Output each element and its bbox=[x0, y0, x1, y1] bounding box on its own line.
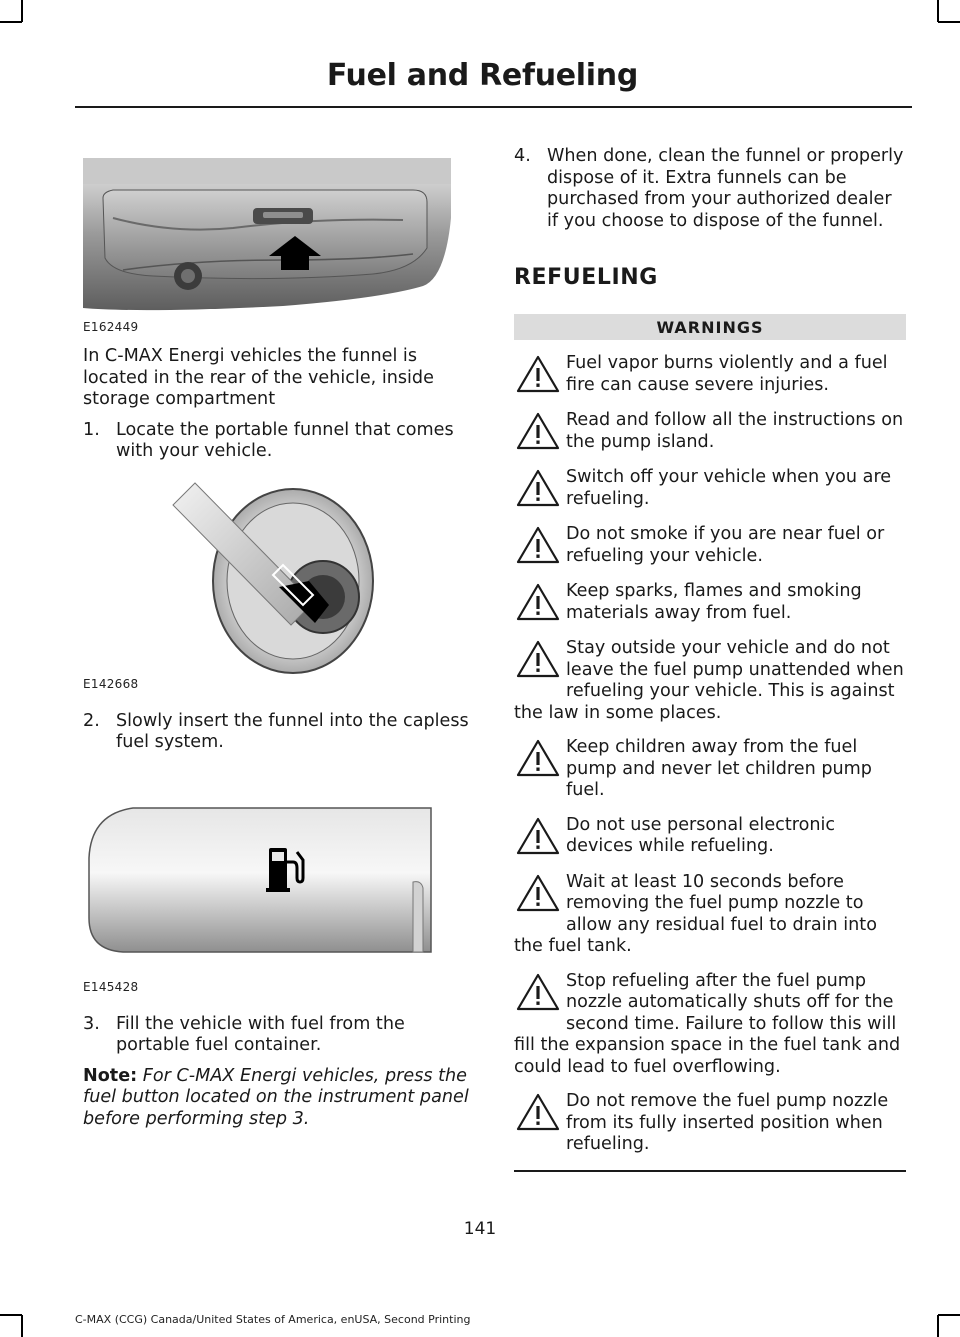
warning-text: Do not remove the fuel pump nozzle from its fully inserted position when refueling. bbox=[566, 1091, 889, 1154]
warning-triangle-icon bbox=[514, 410, 566, 454]
warning-text: Stop refueling after the fuel pump nozzle automatically shuts off for the second time. Failure to follow this will fill the expansion space in the fuel tank and could lead to fuel overflowing. bbox=[514, 970, 901, 1077]
crop-mark bbox=[0, 1314, 22, 1316]
warning-item bbox=[514, 872, 906, 958]
step-number: 1. bbox=[83, 419, 100, 440]
figure-code: E145428 bbox=[83, 979, 139, 994]
warning-item bbox=[514, 737, 906, 802]
note-label: Note: bbox=[83, 1065, 138, 1086]
warning-item bbox=[514, 524, 906, 568]
warning-triangle-icon bbox=[514, 971, 566, 1015]
warning-item bbox=[514, 638, 906, 724]
step-text: Slowly insert the funnel into the capless fuel system. bbox=[116, 710, 469, 752]
warnings-end-rule bbox=[514, 1170, 906, 1172]
warnings-header: WARNINGS bbox=[514, 314, 906, 340]
warning-triangle-icon bbox=[514, 1091, 566, 1135]
step-number: 3. bbox=[83, 1013, 100, 1034]
step-number: 4. bbox=[514, 146, 531, 166]
warning-text: Do not use personal electronic devices while refueling. bbox=[566, 814, 836, 856]
figure-fuel-button bbox=[83, 778, 476, 994]
page-title: Fuel and Refueling bbox=[326, 58, 638, 93]
warning-item bbox=[514, 815, 906, 859]
figure-code: E142668 bbox=[83, 676, 139, 691]
crop-mark bbox=[21, 0, 23, 22]
warning-item bbox=[514, 971, 906, 1079]
step-text: Fill the vehicle with fuel from the portable fuel container. bbox=[116, 1013, 405, 1055]
warning-triangle-icon bbox=[514, 638, 566, 682]
warning-triangle-icon bbox=[514, 581, 566, 625]
step-3 bbox=[83, 1014, 476, 1057]
warning-text: Switch off your vehicle when you are refueling. bbox=[566, 467, 892, 509]
step-text: Locate the portable funnel that comes with your vehicle. bbox=[116, 419, 454, 461]
warning-triangle-icon bbox=[514, 872, 566, 916]
storage-compartment-illustration bbox=[83, 158, 455, 318]
warning-item bbox=[514, 581, 906, 625]
funnel-insert-illustration bbox=[83, 475, 455, 675]
warning-triangle-icon bbox=[514, 524, 566, 568]
crop-mark bbox=[938, 21, 960, 23]
warning-item bbox=[514, 467, 906, 511]
warning-text: Do not smoke if you are near fuel or refueling your vehicle. bbox=[566, 524, 885, 566]
figure-code: E162449 bbox=[83, 320, 139, 334]
warning-text: Stay outside your vehicle and do not leave the fuel pump unattended when refueling your vehicle. This is against the law in some places. bbox=[514, 638, 904, 723]
header-rule bbox=[75, 106, 912, 108]
crop-mark bbox=[937, 1315, 939, 1337]
warning-triangle-icon bbox=[514, 353, 566, 397]
warning-triangle-icon bbox=[514, 737, 566, 781]
warnings-list bbox=[514, 353, 906, 1156]
warning-text: Fuel vapor burns violently and a fuel fire can cause severe injuries. bbox=[566, 353, 888, 395]
step-number: 2. bbox=[83, 710, 100, 731]
footer-edition: C-MAX (CCG) Canada/United States of America, enUSA, Second Printing bbox=[75, 1313, 471, 1326]
warning-triangle-icon bbox=[514, 815, 566, 859]
crop-mark bbox=[0, 21, 22, 23]
crop-mark bbox=[938, 1314, 960, 1316]
warning-text: Keep sparks, flames and smoking materials away from fuel. bbox=[566, 581, 862, 623]
crop-mark bbox=[937, 0, 939, 22]
crop-mark bbox=[21, 1315, 23, 1337]
warning-text: Keep children away from the fuel pump and never let children pump fuel. bbox=[566, 737, 872, 800]
warning-text: Wait at least 10 seconds before removing the fuel pump nozzle to allow any residual fuel to drain into the fuel tank. bbox=[514, 871, 877, 956]
warning-item bbox=[514, 410, 906, 454]
step-1 bbox=[83, 420, 476, 463]
warning-triangle-icon bbox=[514, 467, 566, 511]
warning-text: Read and follow all the instructions on the pump island. bbox=[566, 410, 904, 452]
step-2 bbox=[83, 711, 476, 754]
page-number: 141 bbox=[463, 1219, 497, 1239]
paragraph-funnel-location: In C-MAX Energi vehicles the funnel is located in the rear of the vehicle, inside storage compartment bbox=[83, 346, 434, 409]
right-column bbox=[514, 146, 906, 1172]
figure-storage-compartment bbox=[83, 158, 476, 334]
figure-funnel-insert bbox=[83, 475, 476, 691]
section-heading: REFUELING bbox=[514, 265, 658, 290]
warning-item bbox=[514, 1091, 906, 1156]
note bbox=[83, 1066, 476, 1131]
note-text: For C-MAX Energi vehicles, press the fuel button located on the instrument panel before performing step 3. bbox=[83, 1065, 469, 1129]
warning-item bbox=[514, 353, 906, 397]
step-text: When done, clean the funnel or properly dispose of it. Extra funnels can be purchased from your authorized dealer if you choose to dispose of the funnel. bbox=[547, 146, 904, 231]
left-column bbox=[83, 158, 476, 1130]
step-4 bbox=[514, 146, 906, 232]
fuel-button-illustration bbox=[83, 778, 455, 978]
